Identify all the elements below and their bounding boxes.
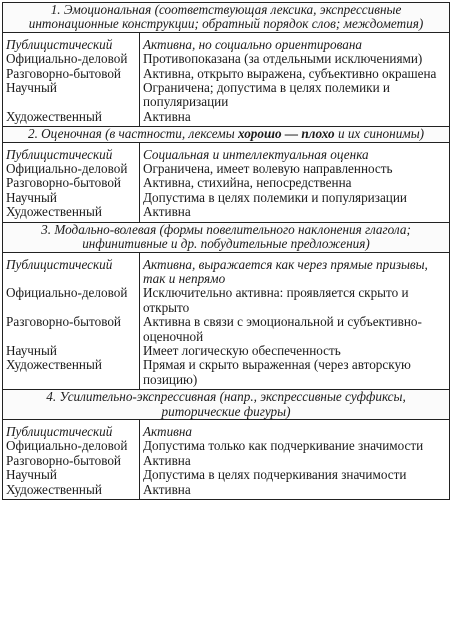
table-row	[3, 358, 450, 389]
style-name-cell: Официально-деловой	[3, 439, 140, 453]
characteristic-cell: Исключительно активна: проявляется скрыто и открыто	[140, 286, 450, 315]
style-name-cell: Научный	[3, 344, 140, 358]
style-name-cell: Публицистический	[3, 419, 140, 439]
style-name-cell: Публицистический	[3, 252, 140, 286]
table-row	[3, 205, 450, 222]
characteristic-cell: Допустима только как подчеркивание значимости	[140, 439, 450, 453]
section-heading-row	[3, 3, 450, 33]
table-row	[3, 67, 450, 81]
characteristic-cell: Активна	[140, 454, 450, 468]
table-row	[3, 344, 450, 358]
heading-text: 2. Оценочная (в частности, лексемы	[27, 126, 238, 142]
style-name-cell: Художественный	[3, 205, 140, 222]
style-name-cell: Официально-деловой	[3, 286, 140, 315]
style-name-cell: Художественный	[3, 110, 140, 127]
table-row	[3, 176, 450, 190]
section-heading-row	[3, 222, 450, 252]
table-row	[3, 483, 450, 500]
heading-text: и их синонимы)	[334, 126, 425, 142]
table-row	[3, 419, 450, 439]
style-name-cell: Официально-деловой	[3, 162, 140, 176]
characteristic-cell: Социальная и интеллектуальная оценка	[140, 142, 450, 162]
section-heading-row	[3, 127, 450, 142]
style-name-cell: Художественный	[3, 483, 140, 500]
table-row	[3, 468, 450, 482]
characteristic-cell: Ограничена, имеет волевую направленность	[140, 162, 450, 176]
style-name-cell: Разговорно-бытовой	[3, 176, 140, 190]
table-row	[3, 191, 450, 205]
style-name-cell: Научный	[3, 468, 140, 482]
characteristic-cell: Активна	[140, 205, 450, 222]
style-name-cell: Разговорно-бытовой	[3, 315, 140, 344]
section-heading	[3, 390, 450, 420]
section-heading	[3, 127, 450, 142]
style-name-cell: Публицистический	[3, 142, 140, 162]
table-row	[3, 32, 450, 52]
heading-emphasis: хорошо — плохо	[237, 126, 335, 142]
heading-text: 1. Эмоциональная (соответствующая лексика, экспрессивные интонационные конструкции; обратный порядок слов; междометия)	[28, 2, 424, 32]
characteristic-cell: Активна в связи с эмоциональной и субъективно-оценочной	[140, 315, 450, 344]
section-heading	[3, 222, 450, 252]
table-row	[3, 81, 450, 110]
characteristic-cell: Прямая и скрыто выраженная (через авторскую позицию)	[140, 358, 450, 389]
heading-text: 3. Модально-волевая (формы повелительного наклонения глагола; инфинитивные и др. побудительные предложения)	[41, 221, 411, 252]
characteristic-cell: Противопоказана (за отдельными исключениями)	[140, 52, 450, 66]
table-row	[3, 315, 450, 344]
characteristic-cell: Активна	[140, 110, 450, 127]
table-row	[3, 439, 450, 453]
style-name-cell: Публицистический	[3, 32, 140, 52]
functions-table	[2, 2, 450, 500]
style-name-cell: Научный	[3, 81, 140, 110]
characteristic-cell: Ограничена; допустима в целях полемики и популяризации	[140, 81, 450, 110]
table-row	[3, 142, 450, 162]
characteristic-cell: Имеет логическую обеспеченность	[140, 344, 450, 358]
style-name-cell: Художественный	[3, 358, 140, 389]
style-name-cell: Официально-деловой	[3, 52, 140, 66]
heading-text: 4. Усилительно-экспрессивная (напр., экспрессивные суффиксы, риторические фигуры)	[46, 389, 406, 419]
section-heading-row	[3, 390, 450, 420]
table-row	[3, 454, 450, 468]
section-heading	[3, 3, 450, 33]
table-row	[3, 52, 450, 66]
characteristic-cell: Активна	[140, 419, 450, 439]
table-body	[3, 3, 450, 500]
table-row	[3, 286, 450, 315]
characteristic-cell: Активна, стихийна, непосредственна	[140, 176, 450, 190]
characteristic-cell: Допустима в целях подчеркивания значимости	[140, 468, 450, 482]
characteristic-cell: Активна, открыто выражена, субъективно окрашена	[140, 67, 450, 81]
style-name-cell: Разговорно-бытовой	[3, 454, 140, 468]
style-name-cell: Научный	[3, 191, 140, 205]
characteristic-cell: Допустима в целях полемики и популяризации	[140, 191, 450, 205]
characteristic-cell: Активна, выражается как через прямые призывы, так и непрямо	[140, 252, 450, 286]
characteristic-cell: Активна	[140, 483, 450, 500]
table-row	[3, 110, 450, 127]
table-row	[3, 162, 450, 176]
characteristic-cell: Активна, но социально ориентирована	[140, 32, 450, 52]
table-row	[3, 252, 450, 286]
style-name-cell: Разговорно-бытовой	[3, 67, 140, 81]
